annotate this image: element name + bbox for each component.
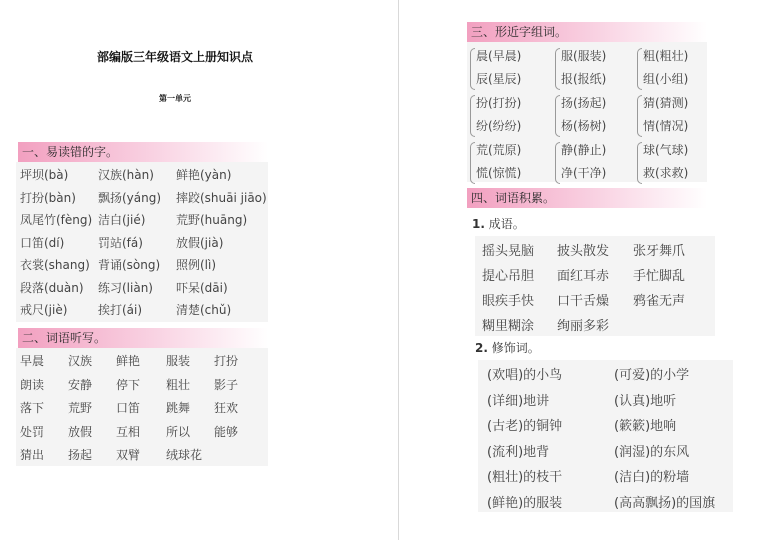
modifier-phrase: (欢唱)的小鸟 [487,368,563,383]
section-heading-4: 四、词语积累。 [467,188,707,208]
brace-icon [470,142,475,184]
dictation-word: 能够 [214,424,239,439]
modifier-phrase: (认真)地听 [614,393,677,409]
subsection-number: 1. [472,217,485,231]
dictation-word: 放假 [68,424,93,439]
misread-word: 罚站(fá) [98,235,143,250]
misread-word: 放假(jià) [176,235,224,250]
pair-word: 情(情况) [643,119,689,133]
pair-word: 净(干净) [561,166,607,180]
pair-word: 报(报纸) [561,72,607,86]
section-heading-2: 二、词语听写。 [18,328,268,348]
unit-title: 第一单元 [159,94,191,103]
misread-word: 背诵(sòng) [98,258,161,272]
dictation-word: 跳舞 [166,401,191,415]
pair-word: 猜(猜测) [643,96,689,110]
brace-icon [637,48,642,90]
subsection-label: 修饰词。 [491,341,540,355]
idiom-word: 鸦雀无声 [633,294,686,309]
modifier-phrase: (鲜艳)的服装 [487,495,563,511]
brace-icon [637,95,642,137]
pair-word: 纷(纷纷) [476,119,522,133]
misread-word: 鲜艳(yàn) [176,168,232,182]
modifier-phrase: (粗壮)的枝干 [487,470,563,485]
misread-word: 坪坝(bà) [20,168,69,182]
dictation-word: 互相 [116,424,141,439]
misread-word: 口笛(dí) [20,235,65,250]
misread-word: 飘扬(yáng) [98,190,162,205]
idiom-word: 绚丽多彩 [557,319,610,334]
misread-word: 段落(duàn) [20,280,84,295]
dictation-word: 双臂 [116,448,141,462]
character-pair [555,92,606,138]
idiom-word: 糊里糊涂 [482,319,535,334]
modifier-phrase: (洁白)的粉墙 [614,470,690,485]
dictation-word: 朗读 [20,377,45,392]
pair-word: 慌(惊慌) [476,166,522,180]
dictation-word: 处罚 [20,424,45,439]
pair-word: 扮(打扮) [476,96,522,110]
pair-word: 组(小组) [643,72,689,86]
pair-word: 扬(扬起) [561,96,607,110]
misread-word: 凤尾竹(fèng) [20,213,93,227]
idiom-word: 张牙舞爪 [633,244,686,259]
idiom-word: 口干舌燥 [557,294,610,309]
brace-icon [555,48,560,90]
dictation-word: 猜出 [20,448,45,462]
modifier-phrase: (高高飘扬)的国旗 [614,495,716,511]
modifier-phrase: (簌簌)地响 [614,419,677,434]
misread-word: 摔跤(shuāi jiāo) [176,190,267,205]
dictation-word: 服装 [166,354,191,368]
dictation-word: 安静 [68,377,93,392]
pair-word: 杨(杨树) [561,119,607,133]
modifier-phrase: (润湿)的东风 [614,444,690,460]
brace-icon [555,95,560,137]
misread-word: 照例(lì) [176,258,217,272]
subsection-idioms-heading [472,215,525,232]
idiom-word: 摇头晃脑 [482,244,535,259]
modifier-phrase: (流利)地背 [487,444,550,460]
subsection-modifiers-heading [475,339,540,356]
section-heading-3: 三、形近字组词。 [467,22,707,42]
dictation-word: 早晨 [20,354,45,368]
character-pair [470,92,521,138]
character-pair [555,45,606,91]
misread-word: 戒尺(jiè) [20,303,68,317]
dictation-word: 扬起 [68,448,93,462]
misread-word: 挨打(ái) [98,303,143,317]
document-title: 部编版三年级语文上册知识点 [96,50,253,64]
character-pair [637,139,688,185]
modifier-phrase: (古老)的铜钟 [487,419,563,434]
pair-word: 荒(荒原) [476,143,522,157]
misread-word: 荒野(huāng) [176,213,248,227]
dictation-word: 绒球花 [166,448,203,462]
misread-word: 打扮(bàn) [20,190,76,205]
modifier-phrase: (可爱)的小学 [614,368,690,383]
pair-word: 救(求救) [643,166,689,180]
dictation-word: 所以 [166,424,191,439]
character-pair [555,139,606,185]
misread-word: 清楚(chǔ) [176,303,232,317]
pair-word: 球(气球) [643,143,689,157]
dictation-word: 落下 [20,401,45,415]
misread-word: 洁白(jié) [98,213,146,227]
page-divider [398,0,399,540]
character-pair [637,45,688,91]
pair-word: 晨(早晨) [476,49,522,63]
brace-icon [637,142,642,184]
brace-icon [555,142,560,184]
misread-word: 吓呆(dāi) [176,280,228,295]
subsection-number: 2. [475,341,488,355]
character-pair [637,92,688,138]
dictation-word: 影子 [214,377,239,392]
idiom-word: 面红耳赤 [557,269,610,284]
misread-word: 练习(liàn) [98,280,153,295]
idiom-word: 眼疾手快 [482,294,535,309]
dictation-word: 狂欢 [214,401,239,415]
pair-word: 静(静止) [561,143,607,157]
brace-icon [470,48,475,90]
pair-word: 粗(粗壮) [643,49,689,63]
pair-word: 辰(星辰) [476,72,522,86]
character-pair [470,45,521,91]
idiom-word: 提心吊胆 [482,269,535,284]
dictation-word: 鲜艳 [116,354,141,368]
section-heading-1: 一、易读错的字。 [18,142,268,162]
misread-word: 汉族(hàn) [98,168,154,182]
brace-icon [470,95,475,137]
character-pair [470,139,521,185]
misread-word: 衣裳(shang) [20,258,90,272]
idiom-word: 手忙脚乱 [633,269,686,284]
dictation-word: 口笛 [116,401,141,415]
pair-word: 服(服装) [561,49,607,63]
idiom-word: 披头散发 [557,244,610,259]
dictation-word: 粗壮 [166,377,191,392]
dictation-word: 荒野 [68,401,93,415]
dictation-word: 停下 [116,377,141,392]
dictation-word: 打扮 [214,354,239,368]
dictation-word: 汉族 [68,354,93,368]
subsection-label: 成语。 [488,217,525,231]
modifier-phrase: (详细)地讲 [487,393,550,409]
